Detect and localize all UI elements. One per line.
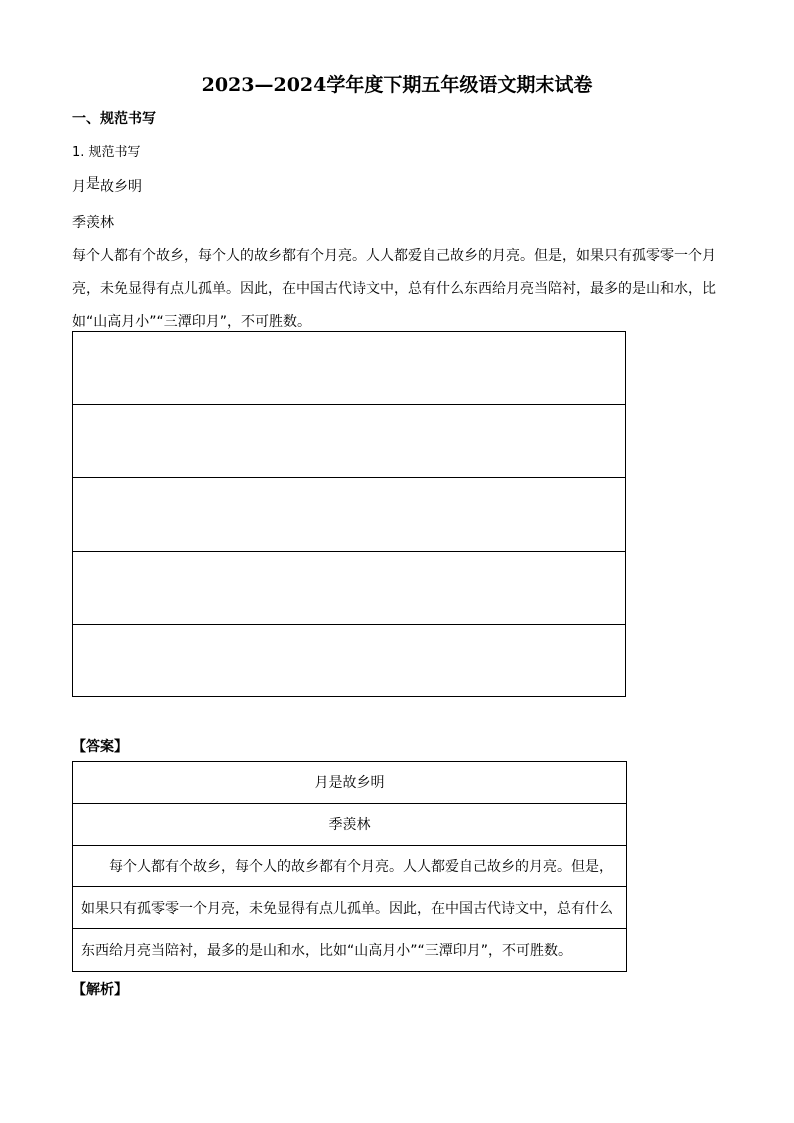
page-title: 2023—2024学年度下期五年级语文期末试卷	[201, 74, 593, 96]
writing-row[interactable]	[73, 405, 625, 478]
poem-title-part: 是	[86, 176, 100, 192]
answer-row-text: 每个人都有个故乡，每个人的故乡都有个月亮。人人都爱自己故乡的月亮。但是，	[73, 846, 626, 888]
answer-row-text: 如果只有孤零零一个月亮，未免显得有点儿孤单。因此，在中国古代诗文中，总有什么	[73, 887, 626, 929]
poem-paragraph	[72, 240, 722, 339]
paragraph-line: 每个人都有个故乡，每个人的故乡都有个月亮。人人都爱自己故乡的月亮。但是，如果只有孤零零一个月	[72, 248, 716, 264]
writing-row[interactable]	[73, 625, 625, 698]
poem-title	[72, 176, 142, 196]
answer-row-text: 东西给月亮当陪衬，最多的是山和水，比如“山高月小”“三潭印月”，不可胜数。	[81, 943, 573, 960]
writing-row[interactable]	[73, 478, 625, 551]
writing-row[interactable]	[73, 552, 625, 625]
question-number: 1. 规范书写	[72, 145, 141, 160]
poem-author: 季羡林	[72, 215, 114, 231]
writing-row[interactable]	[73, 332, 625, 405]
analysis-label: 【解析】	[72, 982, 128, 998]
poem-title-part: 故乡明	[100, 179, 142, 195]
answer-row-title: 月是故乡明	[73, 762, 626, 804]
paragraph-line: 如“山高月小”“三潭印月”，不可胜数。	[72, 314, 312, 330]
writing-grid	[72, 331, 626, 697]
answer-row-author: 季羡林	[73, 804, 626, 846]
answer-table	[72, 761, 627, 972]
poem-title-part: 月	[72, 179, 86, 195]
answer-label: 【答案】	[72, 739, 128, 755]
paragraph-line: 亮，未免显得有点儿孤单。因此，在中国古代诗文中，总有什么东西给月亮当陪衬，最多的是山和水，比	[72, 281, 716, 297]
section-heading: 一、规范书写	[72, 111, 156, 127]
